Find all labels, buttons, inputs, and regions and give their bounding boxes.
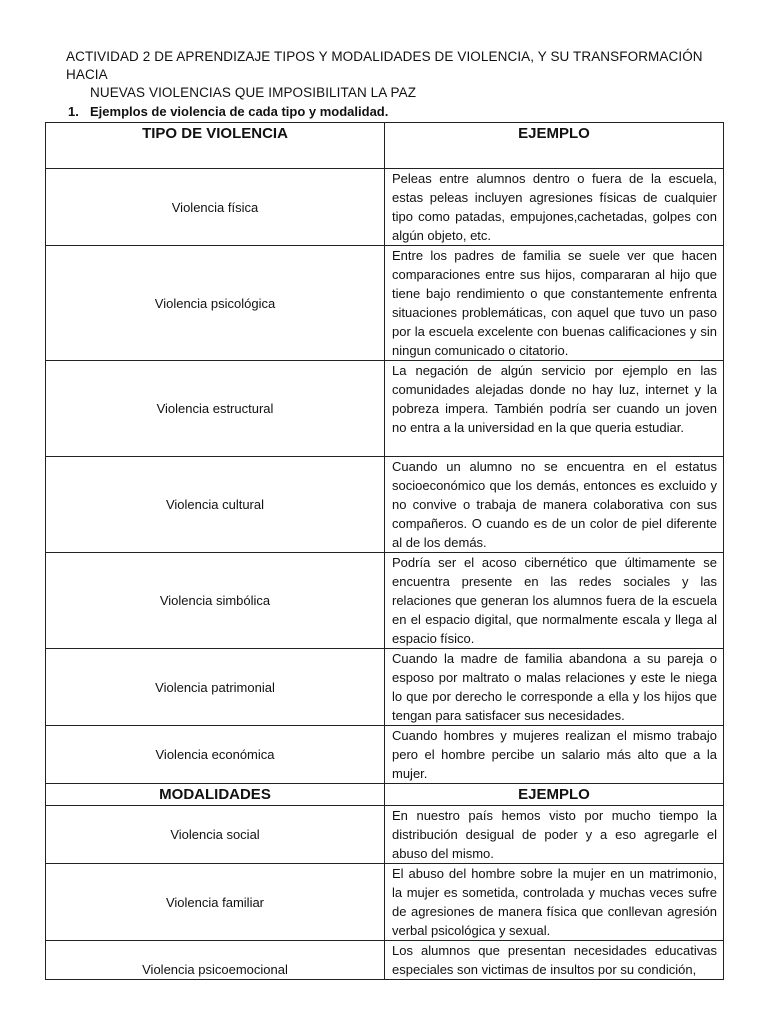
- header-ejemplo: EJEMPLO: [385, 123, 724, 169]
- ejemplo-cell: Peleas entre alumnos dentro o fuera de la escuela, estas peleas incluyen agresiones físicas de cualquier tipo como patadas, empujones,cachetadas, golpes con algún objeto, etc.: [385, 169, 724, 246]
- ejemplo-cell: Cuando un alumno no se encuentra en el estatus socioeconómico que los demás, entonces es excluido y no convive o trabaja de manera colaborativa con sus compañeros. O cuando es de un color de piel diferente al de los demás.: [385, 457, 724, 553]
- tipo-cell: Violencia simbólica: [46, 553, 385, 649]
- ejemplo-cell: Los alumnos que presentan necesidades educativas especiales son victimas de insultos por su condición,: [385, 941, 724, 980]
- title-line-2: NUEVAS VIOLENCIAS QUE IMPOSIBILITAN LA PAZ: [90, 85, 417, 100]
- modalidad-cell: Violencia familiar: [46, 864, 385, 941]
- tipo-cell: Violencia física: [46, 169, 385, 246]
- table-row: [46, 246, 724, 361]
- section-heading: [68, 104, 388, 119]
- section-heading-text: Ejemplos de violencia de cada tipo y modalidad.: [90, 104, 389, 119]
- tipo-cell: Violencia patrimonial: [46, 649, 385, 726]
- modalidades-header-row: [46, 784, 724, 806]
- table-row: [46, 361, 724, 457]
- ejemplo-cell: Entre los padres de familia se suele ver que hacen comparaciones entre sus hijos, compararan al hijo que tiene bajo rendimiento o que constantemente enfrenta situaciones problemáticas, con aquel que tuvo un paso por la escuela excelente con buenas calificaciones y sin ningun comunicado o citatorio.: [385, 246, 724, 361]
- modalidad-cell: Violencia social: [46, 806, 385, 864]
- ejemplo-cell: En nuestro país hemos visto por mucho tiempo la distribución desigual de poder y a eso agregarle el abuso del mismo.: [385, 806, 724, 864]
- section-number: 1.: [68, 104, 79, 119]
- ejemplo-cell: Podría ser el acoso cibernético que últimamente se encuentra presente en las redes sociales y las relaciones que generan los alumnos fuera de la escuela en el espacio digital, que normalmente escala y llega al espacio físico.: [385, 553, 724, 649]
- tipo-cell: Violencia cultural: [46, 457, 385, 553]
- ejemplo-cell: La negación de algún servicio por ejemplo en las comunidades alejadas donde no hay luz, internet y la pobreza impera. También podría ser cuando un joven no entra a la universidad en la que queria estudiar.: [385, 361, 724, 457]
- tipo-cell: Violencia estructural: [46, 361, 385, 457]
- table-row: [46, 941, 724, 980]
- ejemplo-cell: Cuando hombres y mujeres realizan el mismo trabajo pero el hombre percibe un salario más alto que a la mujer.: [385, 726, 724, 784]
- title-line-1: ACTIVIDAD 2 DE APRENDIZAJE TIPOS Y MODALIDADES DE VIOLENCIA, Y SU TRANSFORMACIÓN HACIA: [66, 49, 703, 82]
- table-row: [46, 457, 724, 553]
- table-row: [46, 649, 724, 726]
- document-title: [66, 48, 726, 102]
- table-header-row: [46, 123, 724, 169]
- ejemplo-cell: El abuso del hombre sobre la mujer en un matrimonio, la mujer es sometida, controlada y muchas veces sufre de agresiones de manera física que conllevan agresión verbal psicológica y sexual.: [385, 864, 724, 941]
- modalidad-cell: Violencia psicoemocional: [46, 941, 385, 980]
- tipo-cell: Violencia psicológica: [46, 246, 385, 361]
- violence-table: [45, 122, 724, 980]
- table-row: [46, 169, 724, 246]
- table-row: [46, 553, 724, 649]
- ejemplo-cell: Cuando la madre de familia abandona a su pareja o esposo por maltrato o malas relaciones y este le niega lo que por derecho le corresponde a ella y los hijos que tengan para satisfacer sus necesidades.: [385, 649, 724, 726]
- table-row: [46, 806, 724, 864]
- tipo-cell: Violencia económica: [46, 726, 385, 784]
- table-row: [46, 726, 724, 784]
- table-row: [46, 864, 724, 941]
- header-modalidades: MODALIDADES: [46, 784, 385, 806]
- header-ejemplo-2: EJEMPLO: [385, 784, 724, 806]
- header-tipo: TIPO DE VIOLENCIA: [46, 123, 385, 169]
